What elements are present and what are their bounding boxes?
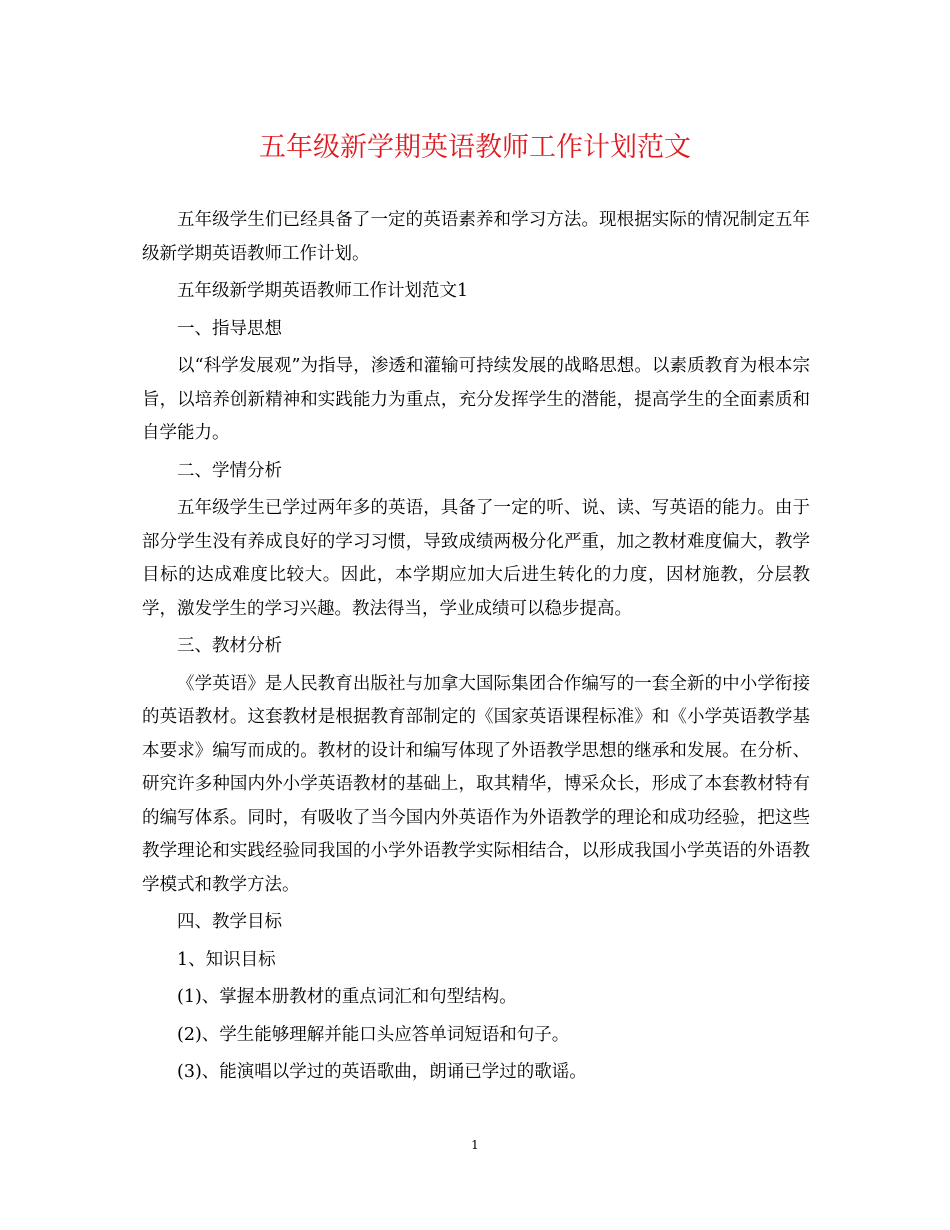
guiding-thought-paragraph: 以“科学发展观”为指导，渗透和灌输可持续发展的战略思想。以素质教育为根本宗旨，以培养创新精神和实践能力为重点，充分发挥学生的潜能，提高学生的全面素质和自学能力。 — [142, 356, 810, 443]
intro-paragraph: 五年级学生们已经具备了一定的英语素养和学习方法。现根据实际的情况制定五年级新学期英语教师工作计划。 — [142, 210, 810, 264]
list-item: (1)、掌握本册教材的重点词汇和句型结构。 — [177, 987, 517, 1007]
page-title: 五年级新学期英语教师工作计划范文 — [259, 132, 691, 163]
section-heading-textbook-analysis: 三、教材分析 — [177, 636, 282, 656]
document-body — [142, 204, 810, 1094]
textbook-analysis-paragraph: 《学英语》是人民教育出版社与加拿大国际集团合作编写的一套全新的中小学衔接的英语教材。这套教材是根据教育部制定的《国家英语课程标准》和《小学英语教学基本要求》编写而成的。教材的设计和编写体现了外语教学思想的继承和发展。在分析、研究许多种国内外小学英语教材的基础上，取其精华，博采众长，形成了本套教材特有的编写体系。同时，有吸收了当今国内外英语作为外语教学的理论和成功经验，把这些教学理论和实践经验同我国的小学外语教学实际相结合，以形成我国小学英语的外语教学模式和教学方法。 — [142, 673, 810, 895]
student-analysis-paragraph: 五年级学生已学过两年多的英语，具备了一定的听、说、读、写英语的能力。由于部分学生没有养成良好的学习习惯，导致成绩两极分化严重，加之教材难度偏大，教学目标的达成难度比较大。因此，本学期应加大后进生转化的力度，因材施教，分层教学，激发学生的学习兴趣。教法得当，学业成绩可以稳步提高。 — [142, 498, 810, 619]
page-number: 1 — [471, 1138, 479, 1152]
list-item: (2)、学生能够理解并能口头应答单词短语和句子。 — [177, 1024, 570, 1045]
list-item: (3)、能演唱以学过的英语歌曲，朗诵已学过的歌谣。 — [177, 1062, 587, 1082]
section-heading-guiding-thought: 一、指导思想 — [177, 318, 282, 339]
section-heading-teaching-goals: 四、教学目标 — [177, 912, 282, 932]
section-heading-student-analysis: 二、学情分析 — [177, 460, 282, 481]
subtitle-paragraph: 五年级新学期英语教师工作计划范文1 — [177, 281, 469, 301]
knowledge-goals-heading: 1、知识目标 — [177, 949, 276, 970]
